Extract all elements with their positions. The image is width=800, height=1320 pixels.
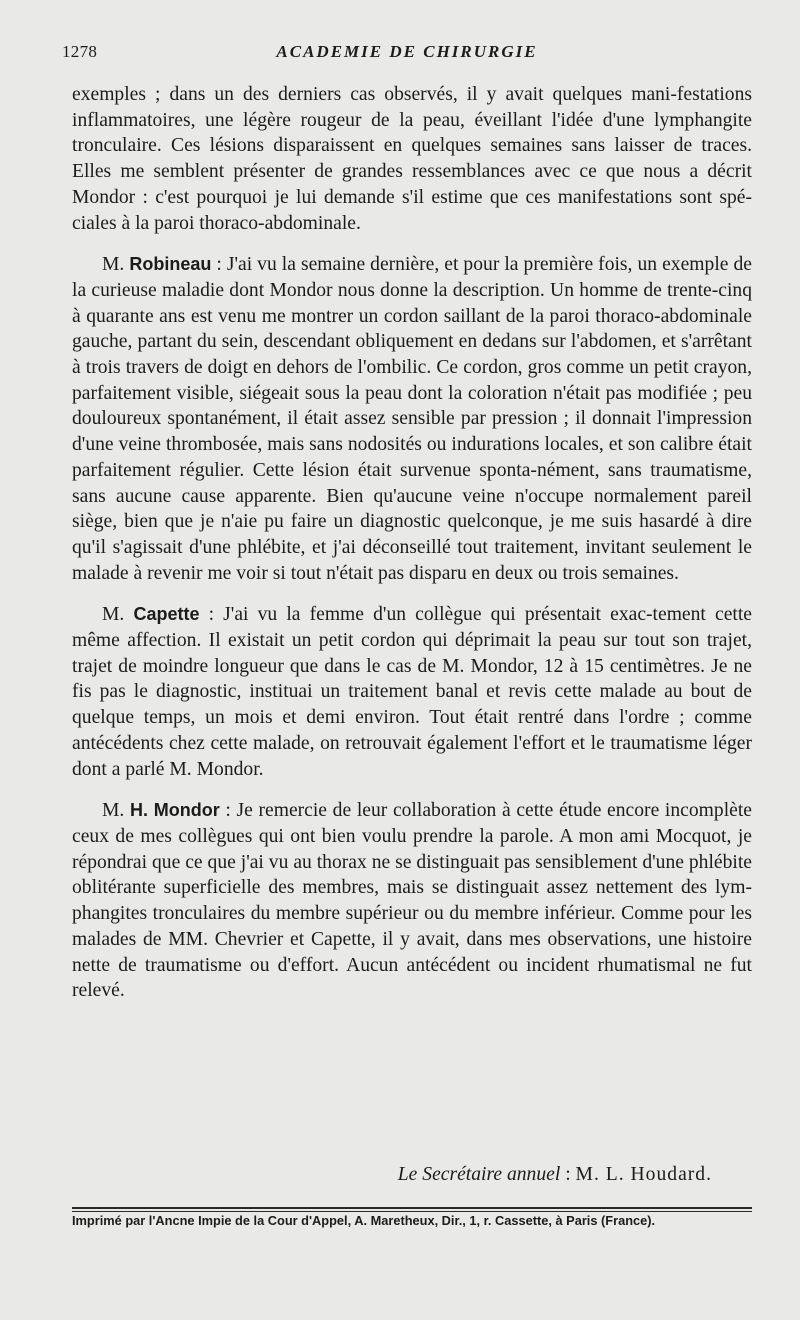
speaker-name: Capette bbox=[133, 604, 200, 625]
speaker-prefix: M. bbox=[102, 604, 134, 626]
paragraph-mondor bbox=[72, 798, 752, 1004]
signature-name: M. L. Houdard. bbox=[575, 1164, 712, 1185]
running-head: ACADEMIE DE CHIRURGIE bbox=[276, 42, 538, 61]
paragraph-continuation bbox=[72, 82, 752, 236]
page-header bbox=[62, 42, 752, 68]
page-number: 1278 bbox=[62, 42, 98, 61]
signature-role: Le Secrétaire annuel bbox=[397, 1164, 561, 1185]
speaker-name: Robineau bbox=[129, 254, 212, 275]
paragraph-text: exemples ; dans un des derniers cas observés, il y avait quelques mani-festations inflammatoires, une légère rougeur de la peau, éveillant l'idée d'une lymphangite tronculaire. Ces lésions disparaissent en quelques semaines sans laisser de traces. Elles me semblent présenter de grandes ressemblances avec ce que nous a décrit Mondor : c'est pourquoi je lui demande s'il estime que ces manifestations sont spé-ciales à la paroi thoraco-abdominale. bbox=[72, 84, 752, 234]
signature-line bbox=[72, 1164, 712, 1186]
speaker-name: H. Mondor bbox=[129, 800, 220, 821]
paragraph-text: : J'ai vu la femme d'un collègue qui présentait exac-tement cette même affection. Il existait un petit cordon qui déprimait la peau sur tout son trajet, trajet de moindre longueur que dans le cas de M. Mondor, 12 à 15 centimètres. Je ne fis pas le diagnostic, instituai un traitement banal et revis cette malade au bout de quelque temps, un mois et demi environ. Tout était rentré dans l'ordre ; comme antécédents chez cette malade, on retrouvait également l'effort et le traumatisme léger dont a parlé M. Mondor. bbox=[72, 604, 752, 780]
body-text bbox=[72, 82, 752, 1020]
paragraph-capette bbox=[72, 602, 752, 782]
footer-rule-thin bbox=[72, 1211, 752, 1212]
footer-rule bbox=[72, 1207, 752, 1209]
signature-separator: : bbox=[560, 1164, 576, 1185]
printer-imprint: Imprimé par l'Ancne Impie de la Cour d'Appel, A. Maretheux, Dir., 1, r. Cassette, à Paris (France). bbox=[72, 1213, 656, 1228]
paragraph-text: : Je remercie de leur collaboration à cette étude encore incomplète ceux de mes collègues qui ont bien voulu prendre la parole. A mon ami Mocquot, je répondrai que ce que j'ai vu au thorax ne se distinguait pas sensiblement d'une phlébite oblitérante superficielle des membres, mais se distinguait assez nettement des lym-phangites tronculaires du membre supérieur ou du membre inférieur. Comme pour les malades de MM. Chevrier et Capette, il y avait, dans mes observations, une histoire nette de traumatisme ou d'effort. Aucun antécédent ou incident rhumatismal ne fut relevé. bbox=[72, 800, 752, 1002]
paragraph-robineau bbox=[72, 252, 752, 586]
speaker-prefix: M. bbox=[102, 254, 130, 276]
speaker-prefix: M. bbox=[102, 800, 130, 822]
paragraph-text: : J'ai vu la semaine dernière, et pour la première fois, un exemple de la curieuse maladie dont Mondor nous donne la description. Un homme de trente-cinq à quarante ans est venu me montrer un cordon saillant de la paroi thoraco-abdominale gauche, partant du sein, descendant obliquement en dedans sur l'abdomen, et s'arrêtant à trois travers de doigt en dehors de l'ombilic. Ce cordon, gros comme un petit crayon, parfaitement visible, siégeait sous la peau dont la coloration n'était pas modifiée ; peu douloureux spontanément, il était assez sensible par pression ; il donnait l'impression d'une veine thrombosée, mais sans nodosités ou indurations locales, et son calibre était parfaitement régulier. Cette lésion était survenue sponta-nément, sans traumatisme, sans aucune cause apparente. Bien qu'aucune veine n'occupe normalement pareil siège, bien que je n'aie pu faire un diagnostic quelconque, je me suis hasardé à dire qu'il s'agissait d'une phlébite, et j'ai déconseillé tout traitement, invitant seulement le malade à revenir me voir si tout n'était pas disparu en deux ou trois semaines. bbox=[72, 254, 752, 584]
